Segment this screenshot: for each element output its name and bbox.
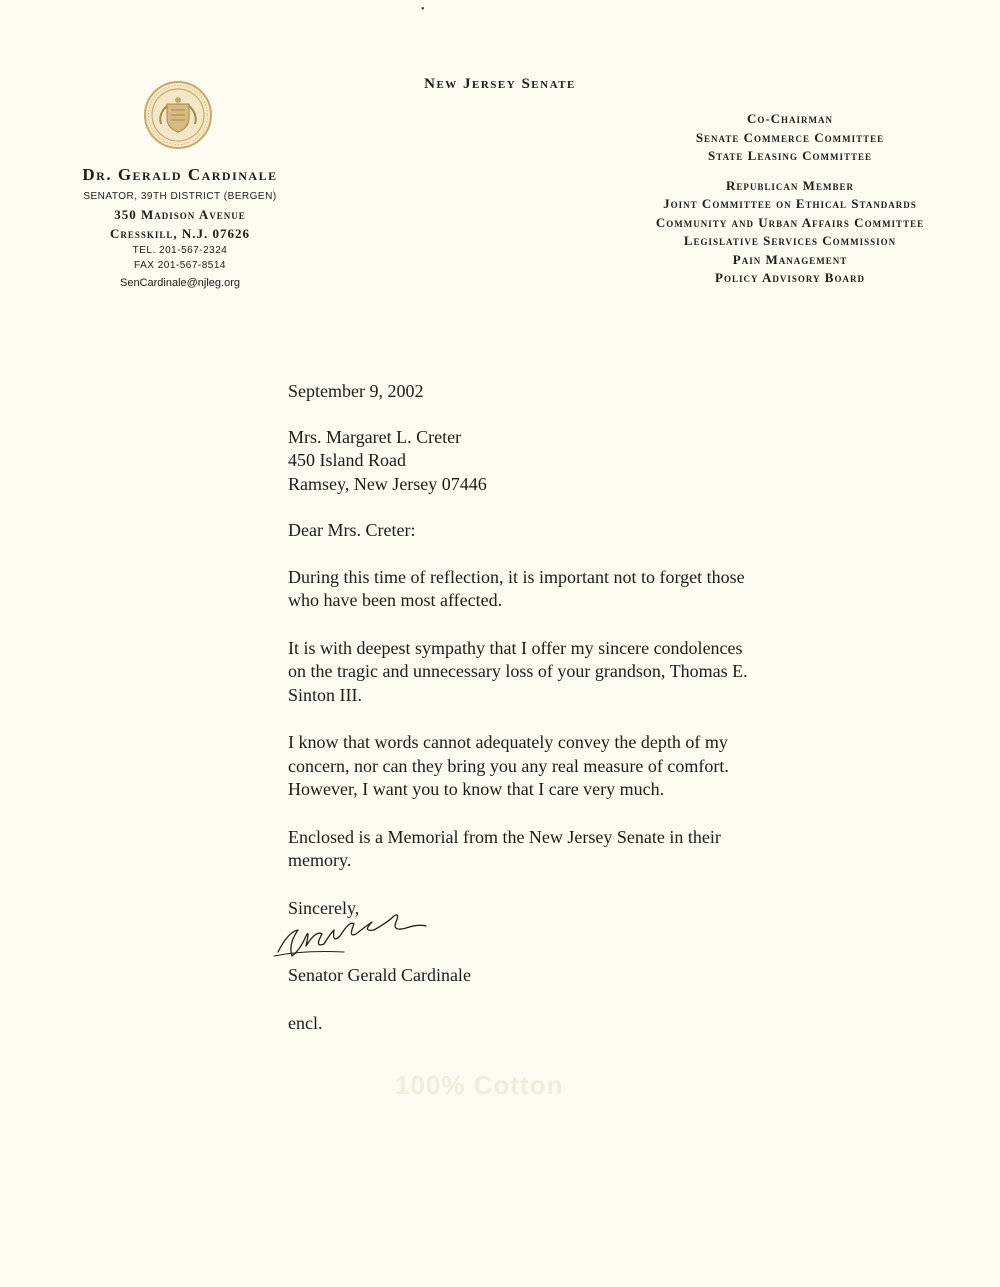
senator-email: SenCardinale@njleg.org bbox=[119, 277, 241, 289]
recipient-address bbox=[288, 426, 758, 497]
paragraph: Enclosed is a Memorial from the New Jersey Senate in their memory. bbox=[288, 826, 721, 870]
paragraph: During this time of reflection, it is important not to forget those who have been most affected. bbox=[288, 566, 745, 610]
committee-roles bbox=[590, 110, 990, 299]
senator-fax: FAX 201-567-8514 bbox=[134, 260, 226, 271]
senator-district: SENATOR, 39TH DISTRICT (BERGEN) bbox=[83, 191, 277, 202]
recipient-name: Mrs. Margaret L. Creter bbox=[288, 426, 462, 447]
senator-name: Dr. Gerald Cardinale bbox=[82, 165, 278, 184]
role-item: Legislative Services Commission bbox=[683, 233, 897, 248]
role-item: Joint Committee on Ethical Standards bbox=[663, 196, 917, 211]
paragraph: It is with deepest sympathy that I offer my sincere condolences on the tragic and unnecessary loss of your grandson, Thomas E. Sinton III. bbox=[288, 637, 748, 705]
letterhead-title: New Jersey Senate bbox=[424, 76, 576, 92]
senator-city: Cresskill, N.J. 07626 bbox=[109, 226, 251, 241]
handwritten-signature bbox=[270, 914, 470, 964]
role-item: Community and Urban Affairs Committee bbox=[655, 214, 925, 230]
scan-mark: • bbox=[421, 4, 425, 15]
salutation: Dear Mrs. Creter: bbox=[288, 520, 416, 540]
role-item: State Leasing Committee bbox=[708, 148, 872, 163]
republican-title: Republican Member bbox=[726, 177, 854, 193]
state-seal-icon bbox=[143, 80, 213, 150]
recipient-city: Ramsey, New Jersey 07446 bbox=[288, 473, 487, 494]
senator-street: 350 Madison Avenue bbox=[114, 207, 246, 222]
role-item: Pain Management bbox=[732, 251, 848, 267]
paragraph: I know that words cannot adequately convey the depth of my concern, nor can they bring you any real measure of comfort. However, I want you to know that I care very much. bbox=[288, 732, 729, 799]
cochair-group bbox=[590, 110, 990, 166]
enclosure-note: encl. bbox=[288, 1012, 323, 1033]
letter-body bbox=[288, 380, 758, 1035]
senator-info bbox=[40, 165, 320, 289]
paper-watermark: 100% Cotton bbox=[395, 1070, 564, 1100]
senator-tel: TEL. 201-567-2324 bbox=[132, 245, 228, 256]
role-item: Senate Commerce Committee bbox=[695, 129, 885, 145]
cochair-title: Co-Chairman bbox=[746, 111, 834, 126]
role-item: Policy Advisory Board bbox=[715, 270, 865, 285]
signer-name: Senator Gerald Cardinale bbox=[288, 965, 471, 985]
recipient-street: 450 Island Road bbox=[288, 450, 406, 470]
letter-date: September 9, 2002 bbox=[288, 381, 424, 401]
republican-group bbox=[590, 177, 990, 288]
closing: Sincerely, bbox=[288, 897, 360, 918]
